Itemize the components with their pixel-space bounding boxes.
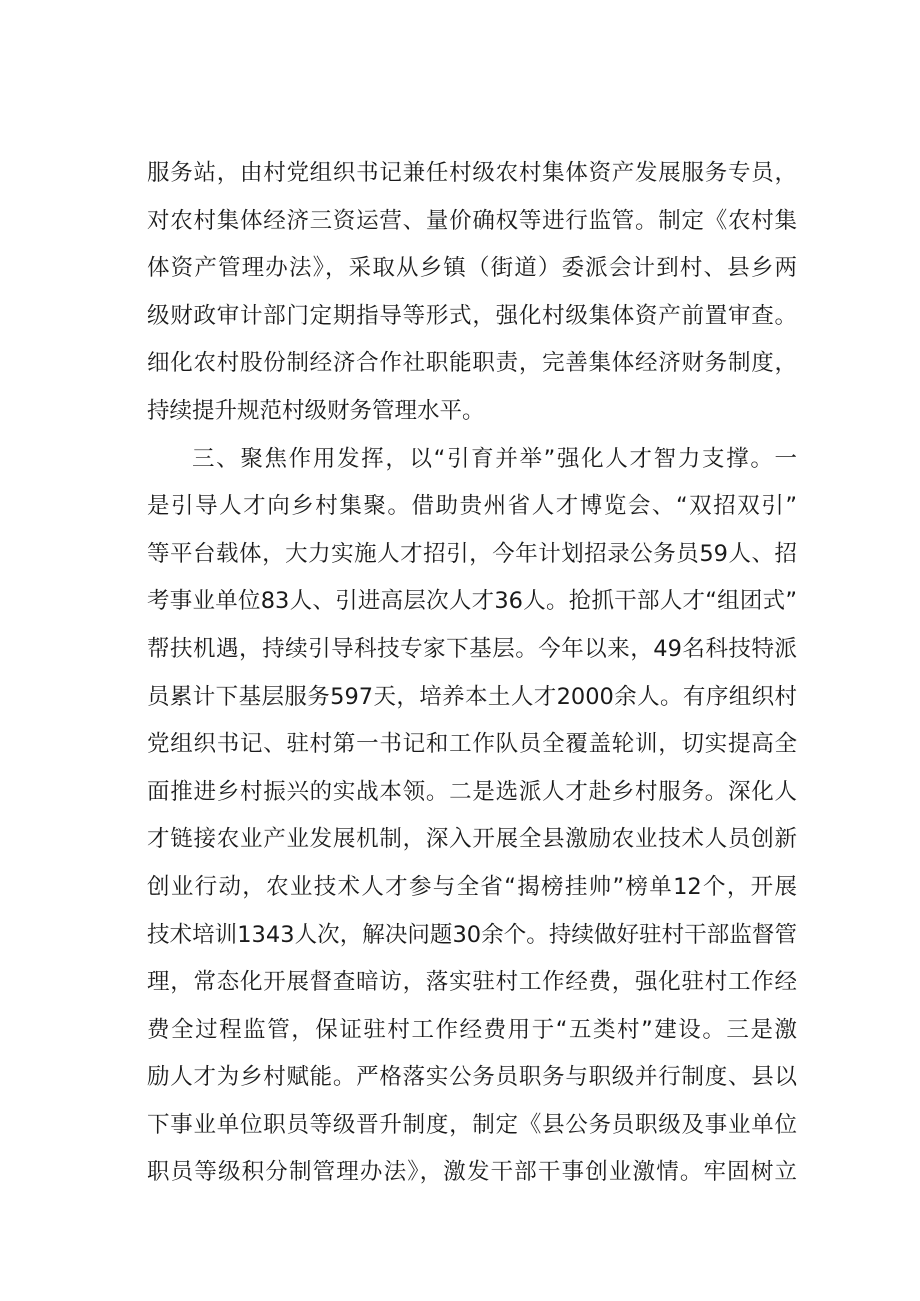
text-line: 帮扶机遇，持续引导科技专家下基层。今年以来，49名科技特派 — [147, 635, 797, 662]
text-line: 细化农村股份制经济合作社职能职责，完善集体经济财务制度， — [147, 350, 797, 377]
text-line: 体资产管理办法》，采取从乡镇（街道）委派会计到村、县乡两 — [147, 255, 797, 282]
text-line: 职员等级积分制管理办法》，激发干部干事创业激情。牢固树立 — [147, 1159, 797, 1186]
text-line: 服务站，由村党组织书记兼任村级农村集体资产发展服务专员， — [147, 160, 797, 186]
text-line: 理，常态化开展督查暗访，落实驻村工作经费，强化驻村工作经 — [147, 969, 797, 996]
text-line: 级财政审计部门定期指导等形式，强化村级集体资产前置审查。 — [147, 302, 797, 329]
text-line: 技术培训1343人次，解决问题30余个。持续做好驻村干部监督管 — [147, 921, 797, 948]
text-line: 励人才为乡村赋能。严格落实公务员职务与职级并行制度、县以 — [147, 1064, 797, 1091]
text-line: 对农村集体经济三资运营、量价确权等进行监管。制定《农村集 — [147, 207, 797, 234]
text-line: 持续提升规范村级财务管理水平。 — [147, 397, 485, 424]
text-line: 党组织书记、驻村第一书记和工作队员全覆盖轮训，切实提高全 — [147, 731, 797, 758]
text-line: 面推进乡村振兴的实战本领。二是选派人才赴乡村服务。深化人 — [147, 778, 797, 805]
section-heading-line: 三、聚焦作用发挥，以“引育并举”强化人才智力支撑。一 — [192, 445, 797, 472]
text-line: 创业行动，农业技术人才参与全省“揭榜挂帅”榜单12个，开展 — [147, 873, 797, 900]
text-line: 等平台载体，大力实施人才招引，今年计划招录公务员59人、招 — [147, 540, 797, 567]
text-line: 下事业单位职员等级晋升制度，制定《县公务员职级及事业单位 — [147, 1111, 797, 1138]
text-line: 是引导人才向乡村集聚。借助贵州省人才博览会、“双招双引” — [147, 493, 797, 520]
text-line: 费全过程监管，保证驻村工作经费用于“五类村”建设。三是激 — [147, 1016, 797, 1043]
document-body — [147, 150, 797, 1197]
text-line: 员累计下基层服务597天，培养本土人才2000余人。有序组织村 — [147, 683, 797, 710]
text-line: 才链接农业产业发展机制，深入开展全县激励农业技术人员创新 — [147, 826, 797, 853]
text-line: 考事业单位83人、引进高层次人才36人。抢抓干部人才“组团式” — [147, 588, 797, 615]
